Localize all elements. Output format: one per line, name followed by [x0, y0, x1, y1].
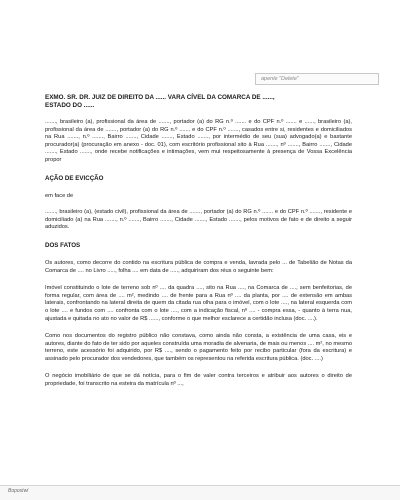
section-title-acao: AÇÃO DE EVICÇÃO	[45, 174, 104, 182]
fatos-paragraph-1: Os autores, como decorre do contido na escritura pública de compra e venda, lavrada pelo ... de Tabelião de Notas da Comarca de .... no Livro ....., folha .... em data de ....., adquiriram dos réus o seguinte bem:	[45, 259, 352, 274]
em-face-paragraph: em face de	[45, 192, 74, 199]
status-bar	[0, 485, 400, 500]
document-page	[45, 94, 352, 389]
fatos-paragraph-2: Imóvel constituindo o lote de terreno sob nº .... da quadra ...., sito na Rua ...., na Comarca de ...., sem benfeitorias, de forma regular, com área de .... m², medindo .... de frente para a Rua nº .... da planta, por .... de extensão em ambas laterais, confrontando na lateral direita de quem da citada rua olha para o imóvel, com o lote ...., na lateral esquerda com o lote .... e fundos com .... confronta com o lote ...., com a indicação fiscal, nº .... - compra essa, - quanto à terra nua, ajustada e quitada no ato no valor de R$ ......, conforme o que melhor esclarece a certidão inclusa (doc. ....).	[45, 285, 352, 322]
reu-paragraph: ......., brasileiro (a), (estado civil), profissional da área de ......., portador (a) do RG n.º ....... e do CPF n.º ......., residente e domiciliado (a) na Rua ......., n.º ......., Bairro ......., Cidade ......., Estado ......., pelos motivos de fato e de direito a seguir aduzidos.	[45, 209, 352, 231]
document-heading	[45, 94, 352, 110]
intro-paragraph: ......., brasileiro (a), profissional da área de ......., portador (a) do RG n.º ....... e do CPF n.º ....... e ......, brasileiro (a), profissional da área de ......., portador (a) do RG n.º ....... e do CPF n.º ......., casados entre si, residentes e domiciliados na Rua ......., n.º ......., Bairro ......., Cidade ......., Estado ......., por intermédio de seu (sua) advogado(a) e bastante procurador(a) (procuração em anexo - doc. 01), com escritório profissional sito à Rua ......., nº ......., Bairro ......., Cidade ......., Estado ......., onde recebe notificações e intimações, vem mui respeitosamente à presença de Vossa Excelência propor	[45, 119, 352, 163]
heading-line-2: ESTADO DO ......	[45, 102, 95, 109]
delete-hint-text: apenle "Delete"	[261, 76, 299, 82]
fatos-paragraph-4: O negócio imobiliário de que se dá notícia, para o fim de valer contra terceiros e atribuir aos autores o direito de propriedade, foi transcrito na esteira da matrícula nº ...,	[45, 373, 352, 388]
status-bar-text: Bopostwi	[8, 488, 29, 494]
delete-hint-box	[255, 73, 379, 85]
section-title-fatos: DOS FATOS	[45, 241, 81, 249]
heading-line-1: EXMO. SR. DR. JUIZ DE DIREITO DA ...... VARA CÍVEL DA COMARCA DE ......,	[45, 94, 275, 101]
fatos-paragraph-3: Como nos documentos do registro público não constava, como ainda não consta, a existência de uma casa, eis e autores, diante do fato de ter sido por aqueles construída uma moradia de alvenaria, de mais ou menos .... m², no mesmo terreno, este acessório foi adquirido, por R$ ...., sendo o pagamento feito por recibo particular (fora da escritura) e assinado pelo procurador dos vendedores, que também os representou na referida escritura pública. (doc. ....)	[45, 333, 352, 362]
